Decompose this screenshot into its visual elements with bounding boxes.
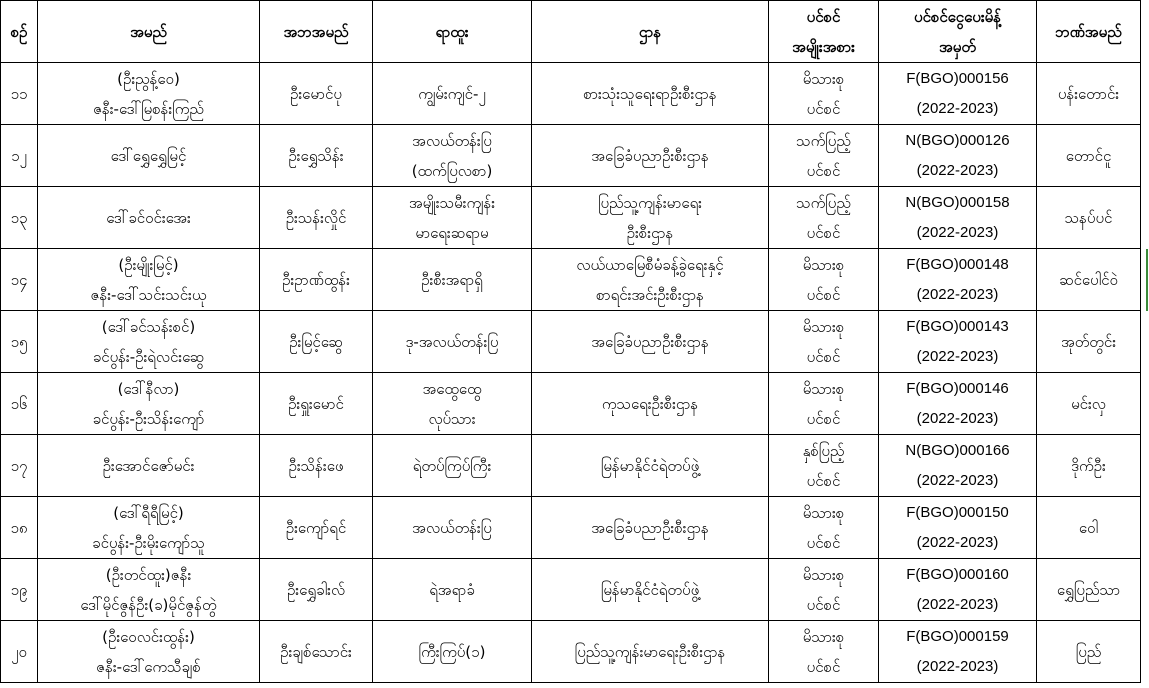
order-number-cell — [879, 125, 1037, 187]
header-position — [373, 1, 532, 63]
cell-text: အလယ်တန်းပြ — [412, 131, 492, 150]
cell-text: (ဦးညွန့်ဝေ) — [117, 69, 180, 88]
cell-text: ဦးဥာဏ်ထွန်း — [282, 270, 350, 289]
cell-text: ဒေါ်ခင်ဝင်းအေး — [106, 208, 191, 227]
cell-text: F(BGO)000160 — [906, 565, 1009, 583]
cell-text: F(BGO)000159 — [906, 627, 1009, 645]
cell-text: ဦးရှူးမောင် — [288, 394, 344, 413]
cell-text: လယ်ယာမြေစီမံခန့်ခွဲရေးနှင့် — [576, 255, 724, 274]
cell-text: ပြည် — [1075, 642, 1102, 661]
order-number-cell — [879, 621, 1037, 683]
table-row — [1, 621, 1141, 683]
cell-text: ပန်းတောင်း — [1057, 84, 1120, 103]
table-row — [1, 63, 1141, 125]
cell-text: ၁၂ — [11, 146, 27, 165]
cell-text: ပင်စင် — [806, 409, 841, 428]
cell-text: ဦးသန်းလှိုင် — [285, 208, 347, 227]
position-cell — [373, 249, 532, 311]
father-name-cell — [260, 497, 373, 559]
department-cell — [532, 125, 769, 187]
cell-text: (2022-2023) — [916, 285, 999, 303]
father-name-cell — [260, 373, 373, 435]
cell-text: F(BGO)000146 — [906, 379, 1009, 397]
header-text: အမျိုးအစား — [792, 37, 855, 56]
cell-text: မာရေးဆရာမ — [415, 223, 489, 242]
pension-type-cell — [769, 435, 879, 497]
father-name-cell — [260, 621, 373, 683]
cell-text: (2022-2023) — [916, 533, 999, 551]
position-cell — [373, 311, 532, 373]
pension-type-cell — [769, 63, 879, 125]
order-number-cell — [879, 63, 1037, 125]
cell-text: F(BGO)000150 — [906, 503, 1009, 521]
cell-text: ဦးကျော်ရင် — [285, 518, 347, 537]
cell-text: ပြည်သူ့ကျန်းမာရေးဦးစီးဌာန — [574, 642, 726, 661]
cell-text: သက်ပြည့် — [796, 131, 851, 150]
position-cell — [373, 559, 532, 621]
table-row — [1, 311, 1141, 373]
cell-text: ၁၉ — [10, 580, 28, 599]
cell-text: မိသားစု — [802, 317, 845, 336]
cell-text: ဦးရွှေခါးလ် — [286, 580, 346, 599]
cell-text: သနပ်ပင် — [1064, 208, 1113, 227]
pension-type-cell — [769, 187, 879, 249]
cell-text: ဇနီး-ဒေါ်ကေသီချစ် — [96, 657, 201, 676]
cell-text: ပင်စင် — [806, 657, 841, 676]
pension-type-cell — [769, 621, 879, 683]
name-cell — [38, 311, 260, 373]
order-number-cell — [879, 559, 1037, 621]
bank-cell — [1037, 63, 1141, 125]
department-cell — [532, 559, 769, 621]
serial-cell — [1, 311, 38, 373]
cell-text: အမျိုးသမီးကျန်း — [408, 193, 496, 212]
order-number-cell — [879, 187, 1037, 249]
cell-text: ခင်ပွန်း-ဦးရဲလင်းဆွေ — [92, 347, 205, 366]
name-cell — [38, 249, 260, 311]
position-cell — [373, 187, 532, 249]
cell-text: N(BGO)000166 — [905, 441, 1010, 459]
cell-text: (2022-2023) — [916, 595, 999, 613]
father-name-cell — [260, 559, 373, 621]
cell-text: F(BGO)000148 — [906, 255, 1009, 273]
cell-text: ပြည်သူ့ကျန်းမာရေး — [597, 193, 702, 212]
cell-text: (ဒေါ်နီလာ) — [117, 379, 180, 398]
cell-text: ၁၁ — [10, 84, 28, 103]
father-name-cell — [260, 311, 373, 373]
cell-text: (2022-2023) — [916, 347, 999, 365]
cell-text: ၁၇ — [10, 456, 28, 475]
header-text: စဉ် — [10, 22, 28, 41]
header-text: ပင်စင်ငွေပေးမိန့် — [914, 7, 1001, 26]
cell-text: ဒေါ်ရွှေရွှေမြင့် — [110, 146, 187, 165]
cell-text: ကုသရေးဦးစီးဌာန — [601, 394, 699, 413]
header-text: အမည် — [130, 22, 167, 41]
cell-text: ဒု-အလယ်တန်းပြ — [405, 332, 499, 351]
cell-text: သက်ပြည့် — [796, 193, 851, 212]
pension-type-cell — [769, 559, 879, 621]
order-number-cell — [879, 311, 1037, 373]
department-cell — [532, 63, 769, 125]
header-pension-type — [769, 1, 879, 63]
cell-text: (2022-2023) — [916, 161, 999, 179]
bank-cell — [1037, 373, 1141, 435]
cell-text: ဦးမြင့်ဆွေ — [289, 332, 343, 351]
cell-text: ကြီးကြပ်(၁) — [418, 642, 486, 661]
serial-cell — [1, 187, 38, 249]
cell-text: ဦးစီးဌာန — [626, 223, 674, 242]
cell-text: ရဲတပ်ကြပ်ကြီး — [412, 456, 492, 475]
cell-text: စာရင်းအင်းဦးစီးဌာန — [596, 285, 704, 304]
serial-cell — [1, 63, 38, 125]
cell-text: ကျွမ်းကျင်-၂ — [418, 84, 486, 103]
page-bottom-edge — [0, 684, 1149, 688]
name-cell — [38, 621, 260, 683]
cell-text: အခြေခံပညာဦးစီးဌာန — [591, 332, 709, 351]
pension-type-cell — [769, 373, 879, 435]
bank-cell — [1037, 497, 1141, 559]
cell-text: မိသားစု — [802, 503, 845, 522]
table-row — [1, 187, 1141, 249]
cell-text: ပင်စင် — [806, 285, 841, 304]
cell-text: ပင်စင် — [806, 347, 841, 366]
order-number-cell — [879, 249, 1037, 311]
cell-text: (2022-2023) — [916, 471, 999, 489]
table-row — [1, 559, 1141, 621]
cell-text: (ဦးမျိုးမြင့်) — [118, 255, 179, 274]
table-row — [1, 497, 1141, 559]
cell-text: (ဒေါ်ခင်သန်းစင်) — [101, 317, 196, 336]
position-cell — [373, 621, 532, 683]
cell-text: N(BGO)000126 — [905, 131, 1010, 149]
cell-edge-highlight — [1146, 249, 1148, 311]
cell-text: ၁၅ — [10, 332, 28, 351]
header-text: ပင်စင် — [806, 7, 841, 26]
cell-text: ၁၄ — [10, 270, 28, 289]
cell-text: ပင်စင် — [806, 161, 841, 180]
bank-cell — [1037, 621, 1141, 683]
bank-cell — [1037, 187, 1141, 249]
cell-text: ရဲအရာခံ — [429, 580, 475, 599]
table-row — [1, 435, 1141, 497]
name-cell — [38, 125, 260, 187]
cell-text: မိသားစု — [802, 255, 845, 274]
header-serial — [1, 1, 38, 63]
cell-text: ဝေါ — [1078, 518, 1099, 537]
cell-text: ဒေါ်မိုင်ဇွန်ဦး(ခ)မိုင်ဇွန်တွဲ — [80, 595, 217, 614]
header-text: ဌာန — [638, 22, 662, 41]
header-text: အမှတ် — [939, 37, 976, 56]
cell-text: မြန်မာနိုင်ငံရဲတပ်ဖွဲ့ — [600, 456, 700, 475]
cell-text: (2022-2023) — [916, 657, 999, 675]
header-father-name — [260, 1, 373, 63]
cell-text: နှစ်ပြည့် — [802, 441, 845, 460]
cell-text: F(BGO)000143 — [906, 317, 1009, 335]
department-cell — [532, 373, 769, 435]
table-header-row — [1, 1, 1141, 63]
order-number-cell — [879, 373, 1037, 435]
cell-text: ဦးမောင်ပု — [290, 84, 342, 103]
position-cell — [373, 125, 532, 187]
order-number-cell — [879, 435, 1037, 497]
cell-text: မြန်မာနိုင်ငံရဲတပ်ဖွဲ့ — [600, 580, 700, 599]
cell-text: ပင်စင် — [806, 471, 841, 490]
order-number-cell — [879, 497, 1037, 559]
cell-text: ၁၈ — [10, 518, 28, 537]
name-cell — [38, 187, 260, 249]
cell-text: ပင်စင် — [806, 99, 841, 118]
serial-cell — [1, 435, 38, 497]
department-cell — [532, 435, 769, 497]
position-cell — [373, 497, 532, 559]
position-cell — [373, 63, 532, 125]
pension-type-cell — [769, 249, 879, 311]
cell-text: ပင်စင် — [806, 223, 841, 242]
bank-cell — [1037, 125, 1141, 187]
cell-text: တောင်ငူ — [1065, 146, 1112, 165]
cell-text: အုတ်တွင်း — [1060, 332, 1117, 351]
father-name-cell — [260, 249, 373, 311]
father-name-cell — [260, 63, 373, 125]
cell-text: ပင်စင် — [806, 595, 841, 614]
header-name — [38, 1, 260, 63]
father-name-cell — [260, 435, 373, 497]
position-cell — [373, 435, 532, 497]
bank-cell — [1037, 559, 1141, 621]
department-cell — [532, 249, 769, 311]
cell-text: (ဦးဝေလင်းထွန်း) — [102, 627, 195, 646]
cell-text: လုပ်သား — [428, 409, 476, 428]
cell-text: မိသားစု — [802, 565, 845, 584]
cell-text: ဦးသိန်းဖေ — [288, 456, 344, 475]
name-cell — [38, 373, 260, 435]
table-row — [1, 373, 1141, 435]
pension-type-cell — [769, 311, 879, 373]
cell-text: ၁၃ — [10, 208, 28, 227]
position-cell — [373, 373, 532, 435]
father-name-cell — [260, 187, 373, 249]
cell-text: ခင်ပွန်း-ဦးသိန်းကျော် — [92, 409, 205, 428]
header-text: ဘဏ်အမည် — [1055, 22, 1122, 41]
department-cell — [532, 311, 769, 373]
cell-text: ၁၆ — [10, 394, 28, 413]
cell-text: မင်းလှ — [1071, 394, 1106, 413]
name-cell — [38, 63, 260, 125]
cell-text: (ဒေါ်ရီရီမြင့်) — [113, 503, 184, 522]
cell-text: ခင်ပွန်း-ဦးမိုးကျော်သူ — [92, 533, 205, 552]
cell-text: ဒိုက်ဦး — [1071, 456, 1106, 475]
cell-text: အခြေခံပညာဦးစီးဌာန — [591, 146, 709, 165]
cell-text: (2022-2023) — [916, 223, 999, 241]
cell-text: ဦးရွှေသိန်း — [288, 146, 344, 165]
cell-text: အထွေထွေ — [422, 379, 482, 398]
cell-text: ရွှေပြည်သာ — [1056, 580, 1121, 599]
cell-text: ဦးချစ်သောင်း — [280, 642, 352, 661]
cell-text: ဦးစီးအရာရှိ — [421, 270, 483, 289]
table-row — [1, 125, 1141, 187]
header-text: အဘအမည် — [283, 22, 349, 41]
cell-text: အခြေခံပညာဦးစီးဌာန — [591, 518, 709, 537]
cell-text: F(BGO)000156 — [906, 69, 1009, 87]
table-row — [1, 249, 1141, 311]
cell-text: မိသားစု — [802, 627, 845, 646]
pension-type-cell — [769, 125, 879, 187]
serial-cell — [1, 621, 38, 683]
cell-text: (2022-2023) — [916, 99, 999, 117]
serial-cell — [1, 497, 38, 559]
cell-text: ဦးအောင်ဇော်မင်း — [102, 456, 195, 475]
serial-cell — [1, 373, 38, 435]
serial-cell — [1, 249, 38, 311]
header-text: ရာထူး — [435, 22, 469, 41]
serial-cell — [1, 559, 38, 621]
cell-text: မိသားစု — [802, 379, 845, 398]
header-bank — [1037, 1, 1141, 63]
bank-cell — [1037, 249, 1141, 311]
name-cell — [38, 497, 260, 559]
cell-text: ဇနီး-ဒေါ်မြစန်းကြည် — [93, 99, 204, 118]
cell-text: ၂၀ — [11, 642, 27, 661]
cell-text: ပင်စင် — [806, 533, 841, 552]
cell-text: စားသုံးသူရေးရာဦးစီးဌာန — [583, 84, 717, 103]
cell-text: ဇနီး-ဒေါ်သင်းသင်းယု — [90, 285, 207, 304]
department-cell — [532, 187, 769, 249]
name-cell — [38, 559, 260, 621]
cell-text: N(BGO)000158 — [905, 193, 1010, 211]
cell-text: အလယ်တန်းပြ — [412, 518, 492, 537]
header-department — [532, 1, 769, 63]
serial-cell — [1, 125, 38, 187]
cell-text: ဆင်ပေါင်ဝဲ — [1059, 270, 1118, 289]
father-name-cell — [260, 125, 373, 187]
bank-cell — [1037, 435, 1141, 497]
table-body — [1, 63, 1141, 683]
department-cell — [532, 497, 769, 559]
department-cell — [532, 621, 769, 683]
cell-text: (ထက်ပြလစာ) — [411, 161, 493, 180]
bank-cell — [1037, 311, 1141, 373]
name-cell — [38, 435, 260, 497]
cell-text: မိသားစု — [802, 69, 845, 88]
cell-text: (2022-2023) — [916, 409, 999, 427]
cell-text: (ဦးတင်ထူး)ဇနီး — [105, 565, 192, 584]
header-order-number — [879, 1, 1037, 63]
pension-type-cell — [769, 497, 879, 559]
